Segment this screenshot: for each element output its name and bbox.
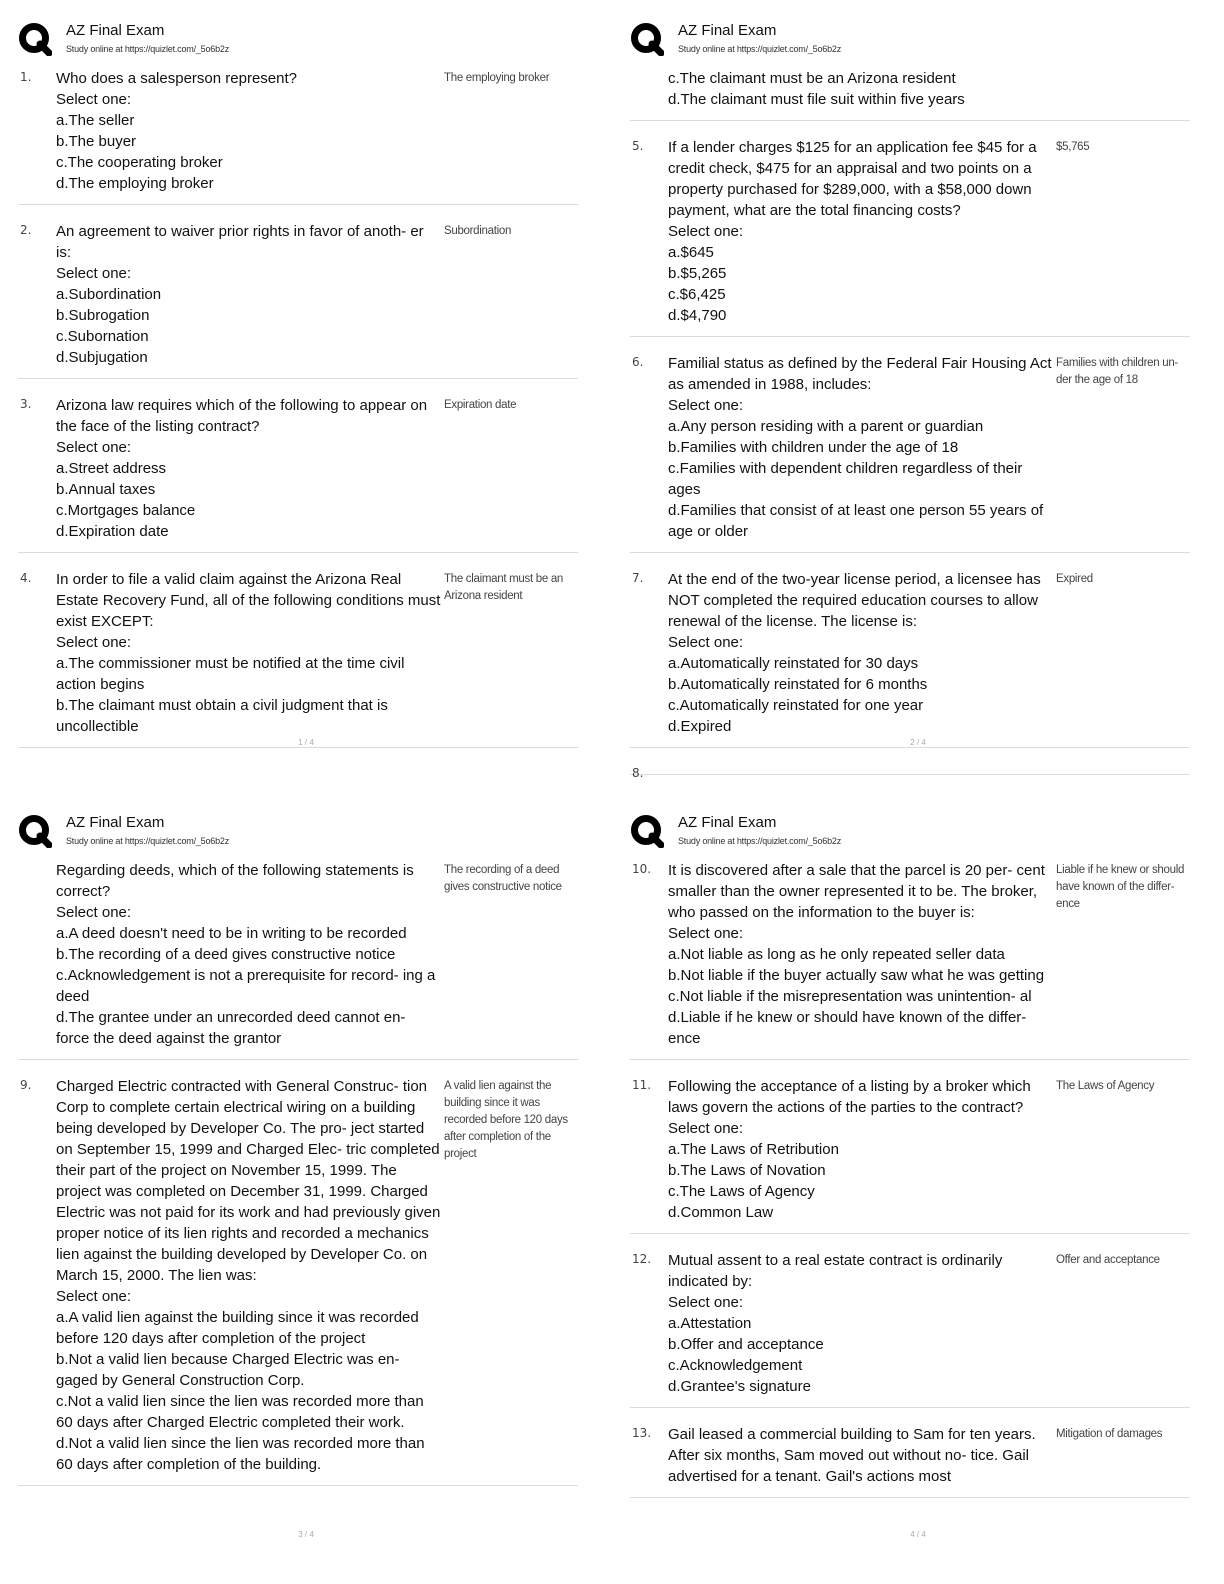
question-number: 6. — [632, 355, 644, 369]
question-body — [56, 569, 442, 737]
quizlet-logo-icon — [630, 22, 664, 56]
answer-option: b.Families with children under the age of 18 — [668, 439, 959, 456]
exam-title: AZ Final Exam — [678, 814, 777, 831]
question-item — [630, 62, 1190, 121]
answer-option: d.Grantee's signature — [668, 1378, 811, 1395]
question-body — [668, 1424, 1054, 1487]
answer-option: d.Subjugation — [56, 349, 148, 366]
page-4 — [612, 792, 1224, 1584]
question-list — [18, 62, 578, 758]
answer-option: c.Subornation — [56, 328, 149, 345]
answer-option: b.The recording of a deed gives constructive notice — [56, 946, 396, 963]
correct-answer: Expired — [1056, 573, 1093, 585]
question-text: Following the acceptance of a listing by a broker which laws govern the actions of the parties to the contract? — [668, 1078, 1031, 1116]
page-3 — [0, 792, 612, 1584]
question-text: At the end of the two-year license period, a licensee has NOT completed the required education courses to allow renewal of the license. The license is: — [668, 571, 1041, 630]
answer-option: c.$6,425 — [668, 286, 726, 303]
answer-option: d.The employing broker — [56, 175, 214, 192]
select-one-label: Select one: — [56, 1288, 132, 1305]
answer-option: a.Automatically reinstated for 30 days — [668, 655, 919, 672]
question-body — [668, 68, 1054, 110]
answer-option: a.Street address — [56, 460, 167, 477]
correct-answer: Liable if he knew or should have known of the differ- ence — [1056, 864, 1185, 910]
question-item — [630, 347, 1190, 553]
study-link[interactable]: Study online at https://quizlet.com/_5o6b2z — [66, 44, 230, 54]
question-number: 8. — [632, 766, 644, 780]
answer-option: b.The Laws of Novation — [668, 1162, 826, 1179]
select-one-label: Select one: — [56, 265, 132, 282]
answer-option: c.Acknowledgement — [668, 1357, 803, 1374]
answer-option: c.The cooperating broker — [56, 154, 223, 171]
question-body — [668, 1076, 1054, 1223]
correct-answer: The recording of a deed gives constructive notice — [444, 864, 562, 893]
page-2 — [612, 0, 1224, 792]
question-item — [18, 62, 578, 205]
answer-option: a.The Laws of Retribution — [668, 1141, 839, 1158]
answer-option: a.A deed doesn't need to be in writing to be recorded — [56, 925, 407, 942]
page-number: 2 / 4 — [910, 738, 926, 747]
answer-option: a.The commissioner must be notified at the time civil action begins — [56, 655, 405, 693]
answer-option: d.Common Law — [668, 1204, 774, 1221]
select-one-label: Select one: — [56, 91, 132, 108]
question-body — [56, 68, 442, 194]
question-item — [630, 1418, 1190, 1498]
correct-answer: The employing broker — [444, 72, 550, 84]
question-number: 2. — [20, 223, 32, 237]
question-body — [668, 1250, 1054, 1397]
question-item — [18, 563, 578, 748]
question-text: An agreement to waiver prior rights in favor of anoth- er is: — [56, 223, 424, 261]
question-item — [630, 131, 1190, 337]
question-number: 11. — [632, 1078, 652, 1092]
select-one-label: Select one: — [668, 634, 744, 651]
question-text: In order to file a valid claim against the Arizona Real Estate Recovery Fund, all of the following conditions must exist EXCEPT: — [56, 571, 441, 630]
answer-option: d.Expired — [668, 718, 732, 735]
select-one-label: Select one: — [56, 904, 132, 921]
question-list — [630, 854, 1190, 1508]
question-body — [56, 221, 442, 368]
answer-option: d.Expiration date — [56, 523, 169, 540]
exam-title: AZ Final Exam — [678, 22, 777, 39]
correct-answer: $5,765 — [1056, 141, 1090, 153]
select-one-label: Select one: — [668, 397, 744, 414]
answer-option: a.A valid lien against the building since it was recorded before 120 days after completion of the project — [56, 1309, 419, 1347]
quizlet-logo-icon — [630, 814, 664, 848]
page-1 — [0, 0, 612, 792]
answer-option: c.The Laws of Agency — [668, 1183, 815, 1200]
question-text: Gail leased a commercial building to Sam for ten years. After six months, Sam moved out without no- tice. Gail advertised for a tenant. Gail's actions most — [668, 1426, 1036, 1485]
study-link[interactable]: Study online at https://quizlet.com/_5o6b2z — [678, 836, 842, 846]
quizlet-logo-icon — [18, 814, 52, 848]
answer-option: d.$4,790 — [668, 307, 727, 324]
question-text: Regarding deeds, which of the following statements is correct? — [56, 862, 414, 900]
question-body — [668, 860, 1054, 1049]
question-body — [56, 860, 442, 1049]
select-one-label: Select one: — [56, 439, 132, 456]
answer-option: a.Any person residing with a parent or guardian — [668, 418, 984, 435]
question-number: 12. — [632, 1252, 652, 1266]
question-number: 1. — [20, 70, 32, 84]
question-list — [630, 62, 1190, 785]
study-link[interactable]: Study online at https://quizlet.com/_5o6b2z — [66, 836, 230, 846]
question-body — [668, 569, 1054, 737]
question-item — [18, 1070, 578, 1486]
question-item — [630, 1244, 1190, 1408]
answer-option: a.$645 — [668, 244, 714, 261]
question-number: 5. — [632, 139, 644, 153]
answer-option: a.The seller — [56, 112, 135, 129]
answer-option: d.Families that consist of at least one person 55 years of age or older — [668, 502, 1044, 540]
question-number: 13. — [632, 1426, 652, 1440]
question-body — [56, 395, 442, 542]
answer-option: c.Not liable if the misrepresentation was unintention- al — [668, 988, 1032, 1005]
question-number: 10. — [632, 862, 652, 876]
question-item — [18, 215, 578, 379]
select-one-label: Select one: — [668, 1294, 744, 1311]
select-one-label: Select one: — [668, 925, 744, 942]
question-body — [668, 137, 1054, 326]
question-text: Familial status as defined by the Federal Fair Housing Act as amended in 1988, includes: — [668, 355, 1052, 393]
question-item — [630, 1070, 1190, 1234]
question-item — [630, 563, 1190, 748]
question-text: Mutual assent to a real estate contract is ordinarily indicated by: — [668, 1252, 1003, 1290]
correct-answer: The claimant must be an Arizona resident — [444, 573, 564, 602]
question-text: Arizona law requires which of the following to appear on the face of the listing contract? — [56, 397, 428, 435]
answer-option: d.The claimant must file suit within five years — [668, 91, 965, 108]
correct-answer: Offer and acceptance — [1056, 1254, 1160, 1266]
correct-answer: Mitigation of damages — [1056, 1428, 1163, 1440]
page-number: 3 / 4 — [298, 1530, 314, 1539]
question-item — [630, 854, 1190, 1060]
question-number: 7. — [632, 571, 644, 585]
answer-option: b.The buyer — [56, 133, 137, 150]
answer-option: d.The grantee under an unrecorded deed cannot en- force the deed against the grantor — [56, 1009, 406, 1047]
select-one-label: Select one: — [56, 634, 132, 651]
answer-option: c.Automatically reinstated for one year — [668, 697, 924, 714]
quizlet-logo-icon — [18, 22, 52, 56]
answer-option: c.Not a valid lien since the lien was recorded more than 60 days after Charged Electric completed their work. — [56, 1393, 424, 1431]
answer-option: b.Annual taxes — [56, 481, 156, 498]
answer-option: b.Not a valid lien because Charged Electric was en- gaged by General Construction Corp. — [56, 1351, 400, 1389]
question-item — [18, 854, 578, 1060]
question-text: c.The claimant must be an Arizona resident — [668, 70, 956, 87]
answer-option: c.Families with dependent children regardless of their ages — [668, 460, 1023, 498]
exam-title: AZ Final Exam — [66, 814, 165, 831]
correct-answer: A valid lien against the building since it was recorded before 120 days after completion of the project — [444, 1080, 568, 1160]
answer-option: c.Acknowledgement is not a prerequisite for record- ing a deed — [56, 967, 436, 1005]
question-text: Charged Electric contracted with General Construc- tion Corp to complete certain electrical wiring on a building being developed by Developer Co. The pro- ject started on September 15, 1999 and Charged Elec- tric completed their part of the project on November 15, 1999. The project was completed on December 31, 1999. Charged Electric was not paid for its work and had previously given proper notice of its lien rights and recorded a mechanics lien against the building developed by Developer Co. on March 15, 2000. The lien was: — [56, 1078, 441, 1284]
correct-answer: The Laws of Agency — [1056, 1080, 1155, 1092]
question-item — [18, 389, 578, 553]
answer-option: d.Liable if he knew or should have known of the differ- ence — [668, 1009, 1027, 1047]
exam-title: AZ Final Exam — [66, 22, 165, 39]
question-body — [56, 1076, 442, 1475]
select-one-label: Select one: — [668, 1120, 744, 1137]
question-text: If a lender charges $125 for an application fee $45 for a credit check, $475 for an appraisal and two points on a property purchased for $289,000, with a $58,000 down payment, what are the total financing costs? — [668, 139, 1037, 219]
answer-option: b.Offer and acceptance — [668, 1336, 824, 1353]
answer-option: a.Attestation — [668, 1315, 752, 1332]
study-link[interactable]: Study online at https://quizlet.com/_5o6b2z — [678, 44, 842, 54]
correct-answer: Families with children un- der the age of 18 — [1056, 357, 1178, 386]
question-number: 4. — [20, 571, 32, 585]
question-list — [18, 854, 578, 1496]
question-number: 9. — [20, 1078, 32, 1092]
answer-option: d.Not a valid lien since the lien was recorded more than 60 days after completion of the building. — [56, 1435, 425, 1473]
question-item — [630, 758, 1190, 780]
answer-option: b.The claimant must obtain a civil judgment that is uncollectible — [56, 697, 388, 735]
answer-option: c.Mortgages balance — [56, 502, 196, 519]
answer-option: b.Automatically reinstated for 6 months — [668, 676, 928, 693]
question-text: Who does a salesperson represent? — [56, 70, 297, 87]
answer-option: a.Subordination — [56, 286, 162, 303]
correct-answer: Expiration date — [444, 399, 517, 411]
page-number: 4 / 4 — [910, 1530, 926, 1539]
correct-answer: Subordination — [444, 225, 512, 237]
answer-option: b.Subrogation — [56, 307, 150, 324]
question-body — [668, 353, 1054, 542]
answer-option: b.Not liable if the buyer actually saw what he was getting — [668, 967, 1045, 984]
select-one-label: Select one: — [668, 223, 744, 240]
page-number: 1 / 4 — [298, 738, 314, 747]
question-text: It is discovered after a sale that the parcel is 20 per- cent smaller than the owner represented it to be. The broker, who passed on the information to the buyer is: — [668, 862, 1045, 921]
answer-option: a.Not liable as long as he only repeated seller data — [668, 946, 1005, 963]
answer-option: b.$5,265 — [668, 265, 727, 282]
question-number: 3. — [20, 397, 32, 411]
